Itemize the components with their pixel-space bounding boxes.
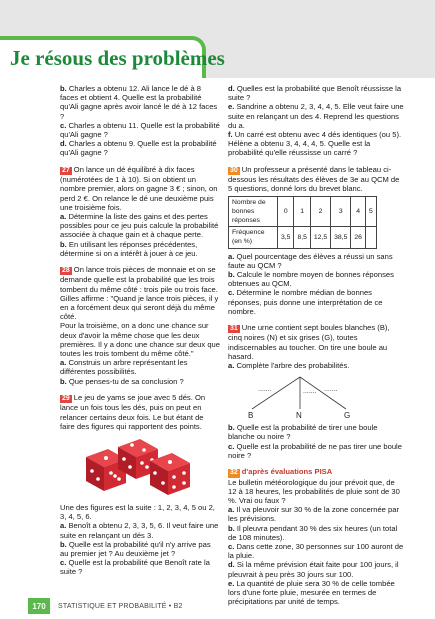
exercise-number-badge: 32 <box>230 469 238 477</box>
question-item: b. Quelle est la probabilité de tirer une boule blanche ou noire ? <box>228 423 378 442</box>
table-cell: 38,5 <box>331 227 351 248</box>
page-footer <box>28 597 183 615</box>
exercise-intro: Le bulletin météorologique du jour prévoit que, de 12 à 18 heures, les probabilités de pluie sont de 30 %. Vrai ou faux ? <box>228 477 400 505</box>
table-cell: 5 <box>365 196 376 227</box>
exercise-number-badge: 31 <box>230 324 238 332</box>
exercise-32 <box>228 467 404 606</box>
table-row <box>229 227 377 248</box>
right-column <box>228 84 404 606</box>
table-cell: 8,5 <box>294 227 310 248</box>
question-item: a. Complète l'arbre des probabilités. <box>228 361 350 371</box>
exercise-intro: Un professeur a présenté dans le tableau ci-dessous les résultats des élèves de 3e au QCM de 5 questions, donné lors du brevet blanc. <box>228 164 400 194</box>
question-item: d. Si la même prévision était faite pour 100 jours, il pleuvrait à peu près 30 jours sur 100. <box>228 560 399 579</box>
exercise-28 <box>60 265 220 386</box>
table-row-header: Fréquence (en %) <box>229 227 278 248</box>
question-item: f. Un carré est obtenu avec 4 dés identiques (ou 5). Hélène a obtenu 3, 4, 4, 4, 5. Quelle est la probabilité qu'elle réussisse un carré ? <box>228 130 402 158</box>
branch-blank: ....... <box>324 386 338 394</box>
table-cell: 4 <box>351 196 366 227</box>
page-title: Je résous des problèmes <box>10 46 225 70</box>
question-item: c. Quelle est la probabilité que Benoît rate la suite ? <box>60 558 210 577</box>
question-item: a. Détermine la liste des gains et des pertes possibles pour ce jeu puis calcule la probabilité associée à chaque gain et à chaque perte. <box>60 211 219 240</box>
table-cell: 1 <box>294 196 310 227</box>
branch-blank: ....... <box>258 386 272 394</box>
exercise-number-badge: 30 <box>230 166 238 174</box>
question-item: b. Il pleuvra pendant 30 % des six heures (un total de 108 minutes). <box>228 523 398 542</box>
table-row-header: Nombre de bonnes réponses <box>229 196 278 227</box>
question-item: a. Il va pleuvoir sur 30 % de la zone concernée par les prévisions. <box>228 505 399 524</box>
tree-label-b: B <box>248 411 254 421</box>
table-cell <box>365 227 376 248</box>
exercise-number-badge: 27 <box>62 166 70 174</box>
table-row <box>229 196 377 227</box>
question-item: e. Sandrine a obtenu 2, 3, 4, 4, 5. Elle veut faire une suite en relançant un des 4. Reprend les questions du a. <box>228 102 404 130</box>
question-item: d. Charles a obtenu 9. Quelle est la probabilité qu'Ali gagne ? <box>60 139 217 158</box>
tree-label-g: G <box>344 411 351 421</box>
footer-section-label: STATISTIQUE ET PROBABILITÉ • B2 <box>58 602 183 610</box>
exercise-number-badge: 29 <box>62 394 70 402</box>
question-item: b. Quelle est la probabilité qu'il n'y arrive pas au premier jet ? Au deuxième jet ? <box>60 539 211 559</box>
quote-text: Pour la troisième, on a donc une chance sur deux d'avoir la même chose que les deux premières. Il y a donc une chance sur deux que toutes les trois tombent du même côté." <box>60 321 220 359</box>
tree-branch <box>252 377 300 409</box>
question-item: d. Quelles est la probabilité que Benoît réussisse la suite ? <box>228 84 402 103</box>
quote-text: Gilles affirme : "Quand je lance trois pièces, il y en a forcément deux qui seront déjà du même côté. <box>60 293 219 322</box>
question-item: e. La quantité de pluie sera 30 % de celle tombée lors d'une forte pluie, mesurée en termes de précipitations par unité de temps. <box>228 578 395 607</box>
question-item: b. Que penses-tu de sa conclusion ? <box>60 376 184 386</box>
exercise-number-badge: 28 <box>62 266 70 274</box>
exercise-intro: Le jeu de yams se joue avec 5 dés. On lance un fois tous les dés, puis on peut en relancer certains deux fois. Le but étant de faire des figures qui rapportent des points. <box>60 392 206 431</box>
exercise-intro: Une urne contient sept boules blanches (B), cinq noires (N) et six grises (G), toutes indiscernables au toucher. On tire une boule au hasard. <box>228 322 390 361</box>
table-cell: 3 <box>331 196 351 227</box>
exercise-heading: d'après évaluations PISA <box>241 467 333 477</box>
exercise-intro: On lance un dé équilibré à dix faces (numérotées de 1 à 10). Si on obtient un nombre premier, alors on gagne 3 € ; sinon, on perd 2 €. On relance le dé une deuxième puis une troisième fois. <box>60 164 218 212</box>
exercise-31 <box>228 323 404 460</box>
probability-tree <box>228 371 404 421</box>
question-item: b. Calcule le nombre moyen de bonnes réponses obtenues au QCM. <box>228 269 394 289</box>
red-dice-illustration <box>78 435 198 499</box>
table-cell: 26 <box>351 227 366 248</box>
question-item: c. Charles a obtenu 11. Quelle est la probabilité qu'Ali gagne ? <box>60 120 220 140</box>
exercise-intro: On lance trois pièces de monnaie et on se demande quelle est la probabilité que les trois tombent du même côté : trois pile ou trois face. <box>60 264 218 294</box>
exercise-29 <box>60 393 220 577</box>
results-table <box>228 196 377 249</box>
branch-blank: ....... <box>303 388 317 396</box>
question-item: c. Quelle est la probabilité de ne pas tirer une boule noire ? <box>228 441 402 460</box>
exercise-30 <box>228 165 404 316</box>
table-cell: 12,5 <box>310 227 330 248</box>
table-cell: 2 <box>310 196 330 227</box>
question-item: b. Charles a obtenu 12. Ali lance le dé à 8 faces et obtient 4. Quelle est la probabilité qu'Ali gagne après avoir lancé le dé à 12 faces ? <box>60 84 218 121</box>
question-item: c. Dans cette zone, 30 personnes sur 100 auront de la pluie. <box>228 542 404 561</box>
table-cell: 3,5 <box>278 227 294 248</box>
left-column <box>60 84 220 577</box>
question-item: a. Quel pourcentage des élèves a réussi un sans faute au QCM ? <box>228 251 393 270</box>
question-item: b. En utilisant les réponses précédentes, détermine si on a intérêt à jouer à ce jeu. <box>60 239 198 258</box>
question-item: a. Benoît a obtenu 2, 3, 3, 5, 6. Il veut faire une suite en relançant un dés 3. <box>60 521 219 540</box>
exercise-text: Une des figures est la suite : 1, 2, 3, 4, 5 ou 2, 3, 4, 5, 6. <box>60 503 215 522</box>
table-cell: 0 <box>278 196 294 227</box>
page-number: 170 <box>28 598 50 614</box>
tree-label-n: N <box>296 411 302 421</box>
question-item: a. Construis un arbre représentant les différentes possibilités. <box>60 358 188 377</box>
exercise-27 <box>60 165 220 258</box>
question-item: c. Détermine le nombre médian de bonnes réponses, puis donne une interprétation de ce nombre. <box>228 288 383 316</box>
